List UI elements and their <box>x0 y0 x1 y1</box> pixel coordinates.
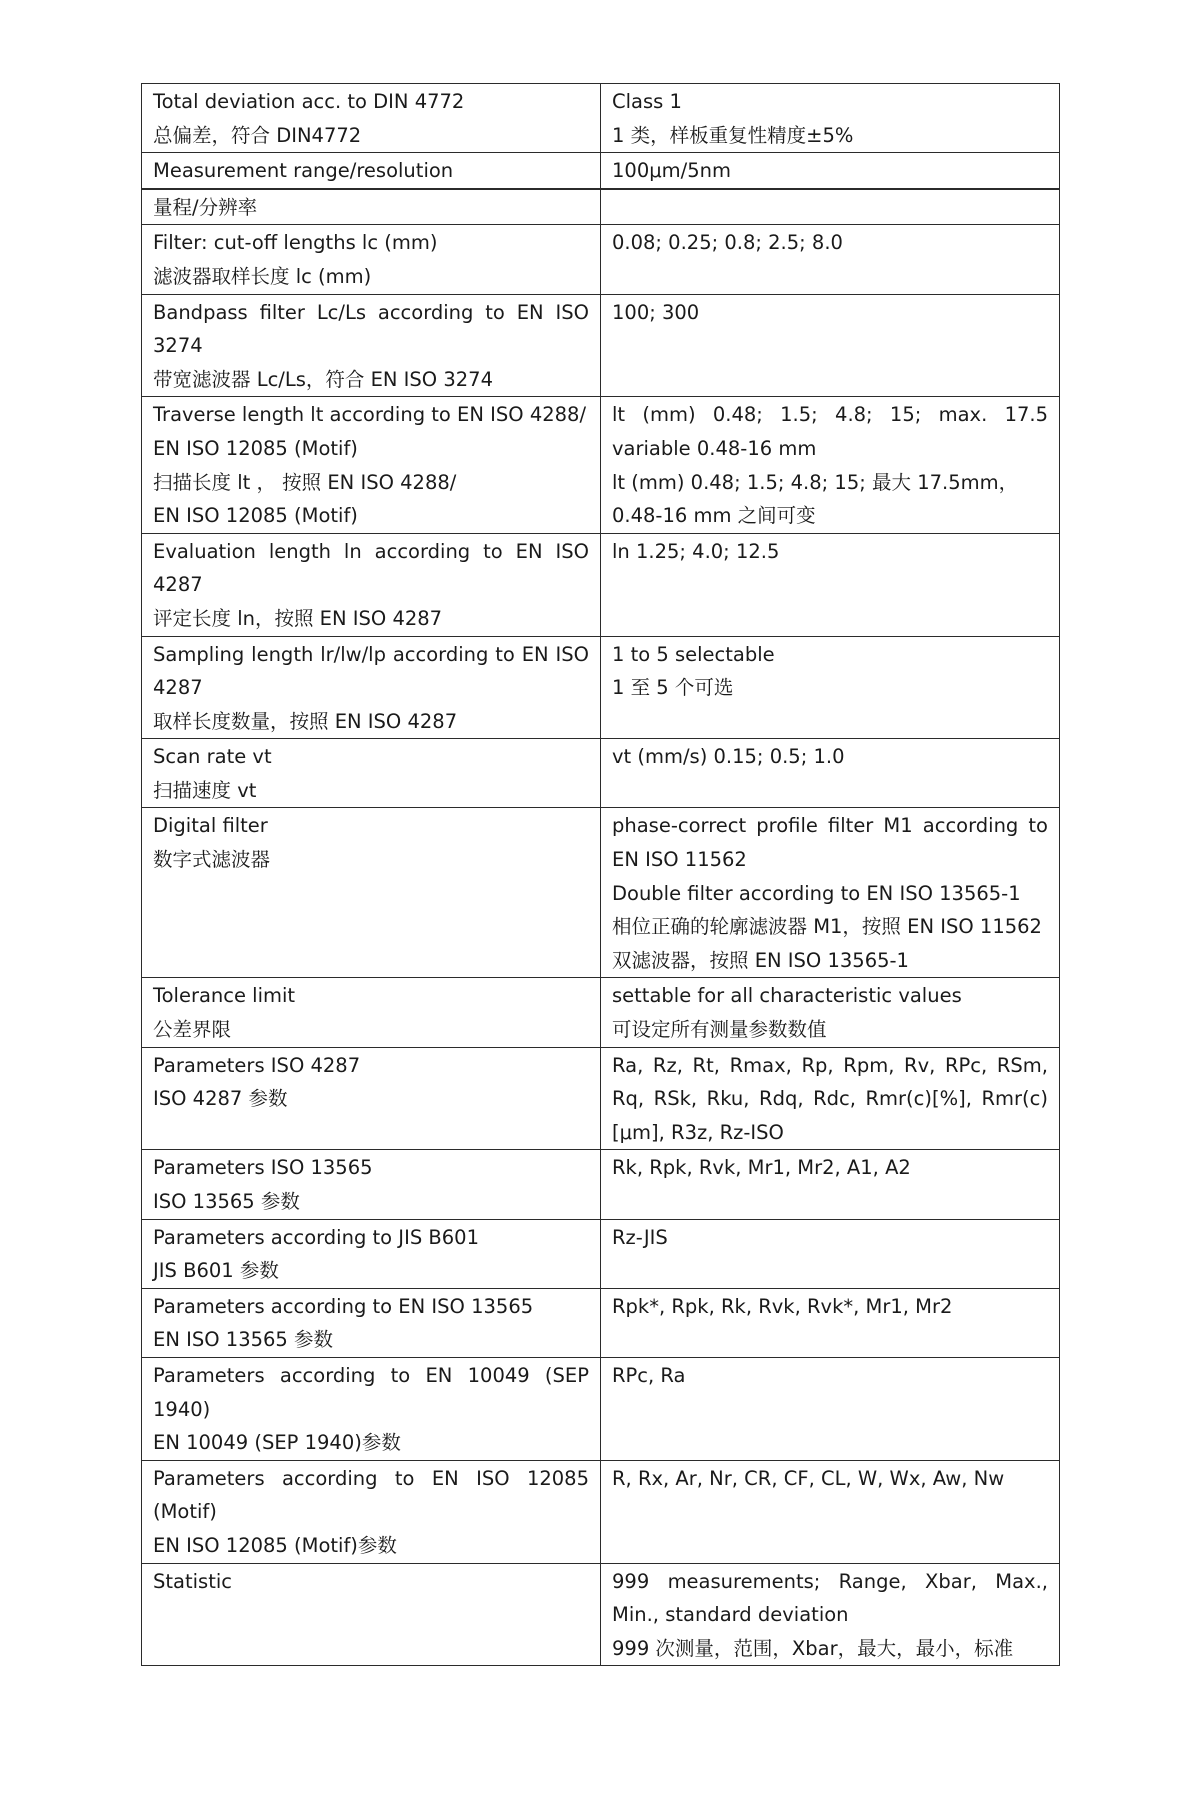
table-row <box>142 1219 1060 1288</box>
spec-label-line: Bandpass filter Lc/Ls according to EN ISO 3274 <box>153 300 589 358</box>
spec-value-line: 0.08; 0.25; 0.8; 2.5; 8.0 <box>612 231 843 255</box>
spec-label-cell <box>142 739 601 808</box>
spec-label-line: 评定长度 ln，按照 EN ISO 4287 <box>153 606 443 630</box>
spec-label-cell <box>142 1460 601 1563</box>
spec-label-line: EN ISO 13565 参数 <box>153 1328 334 1352</box>
spec-label-line: Filter: cut-off lengths lc (mm) <box>153 231 438 255</box>
spec-label-line: Statistic <box>153 1569 232 1593</box>
table-row <box>142 1460 1060 1563</box>
spec-value-cell <box>601 1288 1060 1357</box>
spec-value-line: 1 类，样板重复性精度±5% <box>612 123 854 147</box>
spec-value-line: Rz-JIS <box>612 1225 668 1249</box>
spec-label-cell <box>142 294 601 397</box>
spec-label-line: Traverse length lt according to EN ISO 4288/ <box>153 403 587 427</box>
spec-label-line: 扫描速度 vt <box>153 778 257 802</box>
spec-value-cell <box>601 636 1060 739</box>
spec-label-line: Parameters according to EN 10049 (SEP 1940) <box>153 1363 589 1421</box>
spec-label-line: Scan rate vt <box>153 745 272 769</box>
spec-value-line: 999 measurements; Range, Xbar, Max., Min., standard deviation <box>612 1569 1048 1627</box>
table-row <box>142 808 1060 978</box>
spec-value-line: 双滤波器，按照 EN ISO 13565-1 <box>612 948 909 972</box>
spec-label-line: ISO 13565 参数 <box>153 1190 300 1213</box>
spec-value-line: phase-correct profile filter M1 according to EN ISO 11562 <box>612 814 1048 872</box>
spec-label-line: 公差界限 <box>153 1018 232 1042</box>
spec-label-line: Parameters according to EN ISO 12085 (Motif) <box>153 1466 589 1524</box>
spec-value-cell <box>601 225 1060 294</box>
spec-value-line: Rk, Rpk, Rvk, Mr1, Mr2, A1, A2 <box>612 1156 911 1180</box>
spec-value-line: 100; 300 <box>612 300 700 324</box>
spec-label-cell <box>142 808 601 978</box>
spec-value-line: vt (mm/s) 0.15; 0.5; 1.0 <box>612 745 845 769</box>
spec-label-line: 带宽滤波器 Lc/Ls，符合 EN ISO 3274 <box>153 367 493 391</box>
spec-label-line: Parameters ISO 4287 <box>153 1053 361 1077</box>
table-row <box>142 739 1060 808</box>
spec-label-line: 数字式滤波器 <box>153 848 271 872</box>
spec-label-line: EN 10049 (SEP 1940)参数 <box>153 1431 401 1455</box>
spec-value-cell <box>601 533 1060 636</box>
spec-label-cell <box>142 1563 601 1666</box>
spec-label-line: Parameters ISO 13565 <box>153 1156 373 1180</box>
spec-value-line: lt (mm) 0.48; 1.5; 4.8; 15; 最大 17.5mm， <box>612 470 1019 494</box>
table-row <box>142 978 1060 1047</box>
spec-label-cell <box>142 189 601 225</box>
spec-label-line: EN ISO 12085 (Motif) <box>153 504 358 528</box>
spec-value-cell <box>601 397 1060 533</box>
spec-value-cell <box>601 808 1060 978</box>
table-row <box>142 636 1060 739</box>
spec-label-line: Tolerance limit <box>153 984 296 1008</box>
table-row <box>142 294 1060 397</box>
spec-label-line: 总偏差，符合 DIN4772 <box>153 123 362 147</box>
spec-label-line: 量程/分辨率 <box>153 195 258 219</box>
spec-label-line: 扫描长度 lt ， 按照 EN ISO 4288/ <box>153 470 457 494</box>
table-row <box>142 1288 1060 1357</box>
spec-value-line: ln 1.25; 4.0; 12.5 <box>612 539 780 563</box>
spec-label-cell <box>142 1357 601 1460</box>
table-row <box>142 153 1060 189</box>
spec-value-line: settable for all characteristic values <box>612 984 962 1008</box>
spec-value-line: Ra, Rz, Rt, Rmax, Rp, Rpm, Rv, RPc, RSm, Rq, RSk, Rku, Rdq, Rdc, Rmr(c)[%], Rmr(c)[μm], R3z, Rz-ISO <box>612 1053 1048 1144</box>
spec-value-line: 1 to 5 selectable <box>612 642 775 666</box>
spec-value-line: 100μm/5nm <box>612 159 731 183</box>
spec-value-line: R, Rx, Ar, Nr, CR, CF, CL, W, Wx, Aw, Nw <box>612 1466 1005 1490</box>
table-row <box>142 1150 1060 1219</box>
spec-label-line: EN ISO 12085 (Motif) <box>153 436 358 460</box>
spec-value-line: 0.48-16 mm 之间可变 <box>612 504 816 528</box>
table-row <box>142 1357 1060 1460</box>
spec-label-cell <box>142 636 601 739</box>
spec-value-cell <box>601 294 1060 397</box>
spec-value-cell <box>601 978 1060 1047</box>
spec-value-line: Double filter according to EN ISO 13565-1 <box>612 881 1021 905</box>
spec-label-line: EN ISO 12085 (Motif)参数 <box>153 1533 397 1557</box>
spec-value-cell <box>601 739 1060 808</box>
table-row <box>142 533 1060 636</box>
spec-label-cell <box>142 84 601 153</box>
spec-label-line: 滤波器取样长度 lc (mm) <box>153 264 372 288</box>
spec-label-line: ISO 4287 参数 <box>153 1087 288 1111</box>
spec-value-cell <box>601 153 1060 189</box>
spec-value-cell <box>601 1563 1060 1666</box>
spec-value-cell <box>601 1357 1060 1460</box>
table-row <box>142 397 1060 533</box>
spec-label-line: Measurement range/resolution <box>153 159 454 183</box>
spec-label-line: Sampling length lr/lw/lp according to EN ISO 4287 <box>153 642 589 700</box>
table-row <box>142 225 1060 294</box>
spec-label-cell <box>142 397 601 533</box>
spec-value-cell <box>601 84 1060 153</box>
spec-label-line: Digital filter <box>153 814 268 838</box>
table-row <box>142 189 1060 225</box>
spec-label-line: Total deviation acc. to DIN 4772 <box>153 90 465 113</box>
spec-label-line: 取样长度数量，按照 EN ISO 4287 <box>153 709 458 733</box>
spec-label-cell <box>142 153 601 189</box>
spec-value-cell <box>601 1219 1060 1288</box>
table-row <box>142 1047 1060 1150</box>
spec-value-cell <box>601 1150 1060 1219</box>
spec-value-line: 相位正确的轮廓滤波器 M1，按照 EN ISO 11562 <box>612 915 1042 939</box>
specification-table-body <box>142 84 1060 1666</box>
spec-label-cell <box>142 533 601 636</box>
specification-table <box>141 83 1060 1666</box>
spec-value-line: 可设定所有测量参数数值 <box>612 1018 827 1042</box>
spec-value-line: lt (mm) 0.48; 1.5; 4.8; 15; max. 17.5 variable 0.48-16 mm <box>612 403 1048 460</box>
spec-value-line: RPc, Ra <box>612 1363 686 1387</box>
table-row <box>142 1563 1060 1666</box>
spec-label-line: Parameters according to EN ISO 13565 <box>153 1294 534 1318</box>
spec-label-cell <box>142 1219 601 1288</box>
spec-value-cell <box>601 1047 1060 1150</box>
spec-value-line: 999 次测量，范围，Xbar，最大，最小，标准 <box>612 1636 1014 1660</box>
table-row <box>142 84 1060 153</box>
spec-value-cell <box>601 1460 1060 1563</box>
spec-label-cell <box>142 978 601 1047</box>
spec-label-line: JIS B601 参数 <box>153 1259 279 1283</box>
spec-label-cell <box>142 225 601 294</box>
spec-label-cell <box>142 1150 601 1219</box>
spec-value-line: Rpk*, Rpk, Rk, Rvk, Rvk*, Mr1, Mr2 <box>612 1294 953 1318</box>
spec-value-line: 1 至 5 个可选 <box>612 676 734 700</box>
spec-value-line <box>612 191 1048 225</box>
spec-label-cell <box>142 1288 601 1357</box>
spec-value-line: Class 1 <box>612 90 682 113</box>
spec-label-line: Evaluation length ln according to EN ISO 4287 <box>153 539 589 597</box>
spec-label-cell <box>142 1047 601 1150</box>
spec-label-line: Parameters according to JIS B601 <box>153 1225 479 1249</box>
spec-value-cell <box>601 189 1060 225</box>
